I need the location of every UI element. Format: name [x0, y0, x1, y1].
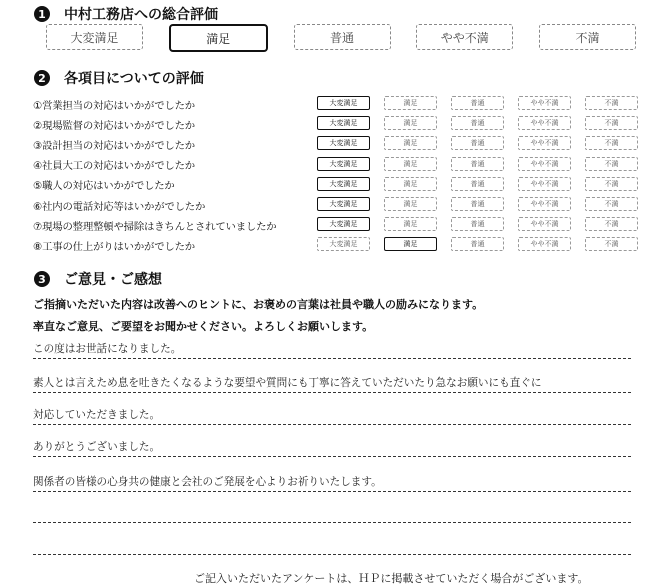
comment-line: 素人とは言えため息を吐きたくなるような要望や質問にも丁寧に答えていただいたり急なお願いにも直ぐに — [33, 374, 631, 393]
rating-option-3[interactable]: やや不満 — [518, 237, 571, 251]
comment-line: ありがとうございました。 — [33, 438, 631, 457]
rating-option-3[interactable]: やや不満 — [518, 116, 571, 130]
rating-option-0[interactable]: 大変満足 — [317, 157, 370, 171]
comment-intro-line1: ご指摘いただいた内容は改善へのヒントに、お褒めの言葉は社員や職人の励みになります。 — [33, 298, 484, 311]
section3-number: 3 — [34, 271, 50, 287]
rating-row — [33, 134, 638, 154]
rating-option-4[interactable]: 不満 — [585, 237, 638, 251]
rating-row — [33, 215, 638, 235]
rating-question: ⑦現場の整理整頓や掃除はきちんとされていましたか — [33, 220, 277, 233]
overall-option-3[interactable]: やや不満 — [416, 24, 513, 50]
rating-options — [317, 177, 638, 191]
overall-option-0[interactable]: 大変満足 — [46, 24, 143, 50]
rating-option-2[interactable]: 普通 — [451, 116, 504, 130]
rating-option-1[interactable]: 満足 — [384, 237, 437, 251]
rating-option-3[interactable]: やや不満 — [518, 136, 571, 150]
comment-line — [33, 536, 631, 555]
rating-option-3[interactable]: やや不満 — [518, 177, 571, 191]
rating-option-4[interactable]: 不満 — [585, 136, 638, 150]
footer-note: ご記入いただいたアンケートは、ＨＰに掲載させていただく場合がございます。 — [194, 572, 589, 585]
overall-rating-options — [46, 24, 636, 52]
section2-title: 各項目についての評価 — [64, 71, 204, 87]
rating-option-0[interactable]: 大変満足 — [317, 177, 370, 191]
section1-number: 1 — [34, 6, 50, 22]
rating-option-1[interactable]: 満足 — [384, 177, 437, 191]
rating-option-4[interactable]: 不満 — [585, 177, 638, 191]
rating-question: ④社員大工の対応はいかがでしたか — [33, 160, 195, 173]
rating-question: ②現場監督の対応はいかがでしたか — [33, 119, 195, 132]
rating-row — [33, 94, 638, 114]
rating-option-3[interactable]: やや不満 — [518, 157, 571, 171]
rating-option-4[interactable]: 不満 — [585, 96, 638, 110]
rating-option-0[interactable]: 大変満足 — [317, 217, 370, 231]
rating-option-2[interactable]: 普通 — [451, 96, 504, 110]
rating-question: ⑥社内の電話対応等はいかがでしたか — [33, 200, 206, 213]
rating-option-2[interactable]: 普通 — [451, 136, 504, 150]
comment-line: 対応していただきました。 — [33, 406, 631, 425]
rating-option-4[interactable]: 不満 — [585, 217, 638, 231]
item-ratings — [33, 94, 638, 256]
rating-options — [317, 197, 638, 211]
section3-heading — [34, 269, 162, 289]
rating-option-1[interactable]: 満足 — [384, 136, 437, 150]
rating-options — [317, 157, 638, 171]
rating-option-0[interactable]: 大変満足 — [317, 197, 370, 211]
rating-options — [317, 237, 638, 251]
section3-title: ご意見・ご感想 — [64, 272, 162, 288]
rating-options — [317, 96, 638, 110]
rating-question: ⑤職人の対応はいかがでしたか — [33, 180, 175, 193]
rating-options — [317, 116, 638, 130]
rating-option-4[interactable]: 不満 — [585, 116, 638, 130]
rating-option-3[interactable]: やや不満 — [518, 197, 571, 211]
rating-option-2[interactable]: 普通 — [451, 157, 504, 171]
rating-options — [317, 217, 638, 231]
section2-number: 2 — [34, 70, 50, 86]
overall-option-2[interactable]: 普通 — [294, 24, 391, 50]
rating-question: ⑧工事の仕上がりはいかがでしたか — [33, 240, 195, 253]
rating-option-4[interactable]: 不満 — [585, 157, 638, 171]
comment-line: この度はお世話になりました。 — [33, 340, 631, 359]
rating-option-2[interactable]: 普通 — [451, 217, 504, 231]
rating-option-2[interactable]: 普通 — [451, 197, 504, 211]
rating-option-1[interactable]: 満足 — [384, 157, 437, 171]
rating-option-4[interactable]: 不満 — [585, 197, 638, 211]
rating-option-3[interactable]: やや不満 — [518, 96, 571, 110]
rating-options — [317, 136, 638, 150]
section2-heading — [34, 68, 204, 88]
rating-option-0[interactable]: 大変満足 — [317, 96, 370, 110]
section1-title: 中村工務店への総合評価 — [64, 7, 218, 23]
rating-option-0[interactable]: 大変満足 — [317, 116, 370, 130]
comment-line: 関係者の皆様の心身共の健康と会社のご発展を心よりお祈りいたします。 — [33, 473, 631, 492]
rating-row — [33, 235, 638, 255]
rating-option-1[interactable]: 満足 — [384, 116, 437, 130]
rating-option-0[interactable]: 大変満足 — [317, 136, 370, 150]
rating-row — [33, 175, 638, 195]
rating-option-1[interactable]: 満足 — [384, 96, 437, 110]
comment-intro-line2: 率直なご意見、ご要望をお聞かせください。よろしくお願いします。 — [33, 320, 374, 333]
rating-option-3[interactable]: やや不満 — [518, 217, 571, 231]
overall-option-4[interactable]: 不満 — [539, 24, 636, 50]
rating-option-2[interactable]: 普通 — [451, 237, 504, 251]
rating-option-1[interactable]: 満足 — [384, 197, 437, 211]
rating-option-0[interactable]: 大変満足 — [317, 237, 370, 251]
rating-question: ①営業担当の対応はいかがでしたか — [33, 99, 195, 112]
rating-question: ③設計担当の対応はいかがでしたか — [33, 139, 195, 152]
comment-line — [33, 504, 631, 523]
rating-row — [33, 155, 638, 175]
rating-row — [33, 195, 638, 215]
rating-option-1[interactable]: 満足 — [384, 217, 437, 231]
rating-option-2[interactable]: 普通 — [451, 177, 504, 191]
overall-option-1[interactable]: 満足 — [169, 24, 268, 52]
rating-row — [33, 114, 638, 134]
section1-heading — [34, 4, 218, 24]
